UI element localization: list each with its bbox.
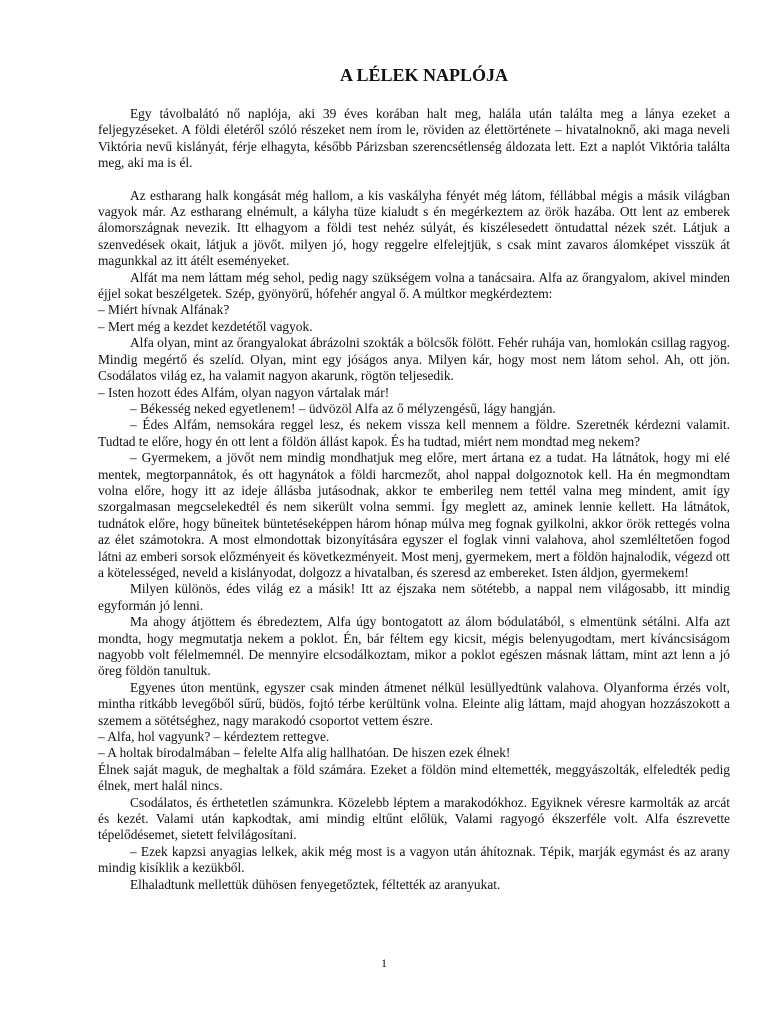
dialogue-line: – Isten hozott édes Alfám, olyan nagyon vártalak már! <box>98 384 390 400</box>
paragraph: Alfa olyan, mint az őrangyalokat ábrázolni szokták a bölcsők fölött. Fehér ruhája van, homlokán csillag ragyog. Mindig megértő és szelíd. Olyan, mint egy jóságos anya. Milyen kár, hogy most nem látom sehol. Ah, ott jön. Csodálatos világ ez, ha valamit nagyon akarunk, rögtön teljesedik. <box>98 335 730 384</box>
dialogue-line: – Miért hívnak Alfának? <box>98 302 230 318</box>
page-number: 1 <box>381 956 387 970</box>
dialogue-line: – Békesség neked egyetlenem! – üdvözöl Alfa az ő mélyzengésű, lágy hangján. <box>130 400 556 416</box>
dialogue-line: – Ezek kapzsi anyagias lelkek, akik még most is a vagyon után áhítoznak. Tépik, marják egymást és az arany mindig kisíklik a kezükből. <box>98 843 730 876</box>
paragraph: Csodálatos, és érthetetlen számunkra. Közelebb léptem a marakodókhoz. Egyiknek véresre karmolták az arcát és kezét. Valami után kapkodtak, ami mindig eltűnt előlük, Valami ragyogó ékszerféle volt. Alfa észrevette tépelődésemet, sietett felvilágosítani. <box>98 794 730 843</box>
document-page <box>98 64 730 893</box>
paragraph: Alfát ma nem láttam még sehol, pedig nagy szükségem volna a tanácsaira. Alfa az őrangyalom, akivel minden éjjel sokat beszélgetek. Szép, gyönyörű, hófehér angyal ő. A múltkor megkérdeztem: <box>98 269 730 302</box>
paragraph: Elhaladtunk mellettük dühösen fenyegetőztek, féltették az aranyukat. <box>130 876 501 892</box>
dialogue-line: – Gyermekem, a jövőt nem mindig mondhatjuk meg előre, mert ártana ez a tudat. Ha látnátok, hogy mi elé mentek, megtorpannátok, és ott hagynátok a földi harcmezőt, ahol nappal dolgoznotok kell. Ha én megmondtam volna előre, hogy itt az ideje állásba jutásodnak, akkor te emberileg nem tettél valna meg mindent, amit így szorgalmasan megcselekedtél és nem sikerült volna semmi. Így meglett az, aminek lennie kellett. Ha látnátok, tudnátok előre, hogy bűneitek büntetéseképpen három hónap múlva meg fognak gyilkolni, akkor örök rettegés volna az élet számotokra. A most elmondottak bizonyítására egyszer el foglak vinni valahova, ahol szemléltetően fogod látni az emberi sorsok előzményeit és következményeit. Most menj, gyermekem, mert a földön hajnalodik, végezd ott a kötelességed, neveld a kislányodat, dolgozz a hivatalban, és szeresd az embereket. Isten áldjon, gyermekem! <box>98 450 730 580</box>
paragraph-intro: Egy távolbalátó nő naplója, aki 39 éves korában halt meg, halála után találta meg a lánya ezeket a feljegyzéseket. A földi életéről szóló részeket nem írom le, röviden az élettörténete – hivatalnoknő, aki maga neveli Viktória nevű kislányát, férje elhagyta, később Párizsban szerencsétlenség áldozata lett. Ezt a naplót Viktória találta meg, aki ma is él. <box>98 106 730 171</box>
paragraph: Milyen különös, édes világ ez a másik! Itt az éjszaka nem sötétebb, a nappal nem világosabb, itt mindig egyformán jó lenni. <box>98 581 730 613</box>
paragraph: Élnek saját maguk, de meghaltak a föld számára. Ezeket a földön mind eltemették, meggyászolták, elfeledték pedig élnek, mert halál nincs. <box>98 761 730 794</box>
dialogue-line: – Mert még a kezdet kezdetétől vagyok. <box>98 318 313 334</box>
dialogue-line: – Édes Alfám, nemsokára reggel lesz, és nekem vissza kell mennem a földre. Szeretnék kérdezni valamit. Tudtad te előre, hogy én ott lent a földön állást kapok. És ha tudtad, miért nem mondtad meg nekem? <box>98 417 730 449</box>
paragraph: Az estharang halk kongását még hallom, a kis vaskályha fényét még látom, féllábbal mégis a másik világban vagyok már. Az estharang elnémult, a kályha tüze kialudt s én megérkeztem az örök hazába. Ott lent az emberek álomországnak nevezik. Itt elhagyom a földi test nehéz súlyát, és kiszélesedett öntudattal nézek szét. Látjuk a szenvedések okait, látjuk a jövőt. milyen jó, hogy reggelre elfelejtjük, s csak mint zavaros álomképet visszük át magunkkal az itt átélt eseményeket. <box>98 187 730 269</box>
dialogue-line: – A holtak birodalmában – felelte Alfa alig hallhatóan. De hiszen ezek élnek! <box>98 745 511 761</box>
dialogue-line: – Alfa, hol vagyunk? – kérdeztem rettegve. <box>98 729 330 745</box>
paragraph: Ma ahogy átjöttem és ébredeztem, Alfa úgy bontogatott az álom bódulatából, s elmentünk sétálni. Alfa azt mondta, hogy megmutatja nekem a poklot. Én, bár féltem egy kicsit, mégis belenyugodtam, mert kíváncsiságom nagyobb volt félelmemnél. De mennyire elcsodálkoztam, mikor a poklot egészen másnak láttam, mint azt lenn a jó öreg földön tanultuk. <box>98 614 730 679</box>
paragraph: Egyenes úton mentünk, egyszer csak minden átmenet nélkül lesüllyedtünk valahova. Olyanforma érzés volt, mintha ritkább levegőből sűrű, büdös, fojtó térbe kerültünk volna. Eleinte alig láttam, majd ahogyan hozzászokott a szemem a sötétséghez, nagy marakodó csoportot vettem észre. <box>98 679 730 728</box>
paragraph-gap <box>98 172 730 188</box>
document-title: A LÉLEK NAPLÓJA <box>339 65 509 85</box>
